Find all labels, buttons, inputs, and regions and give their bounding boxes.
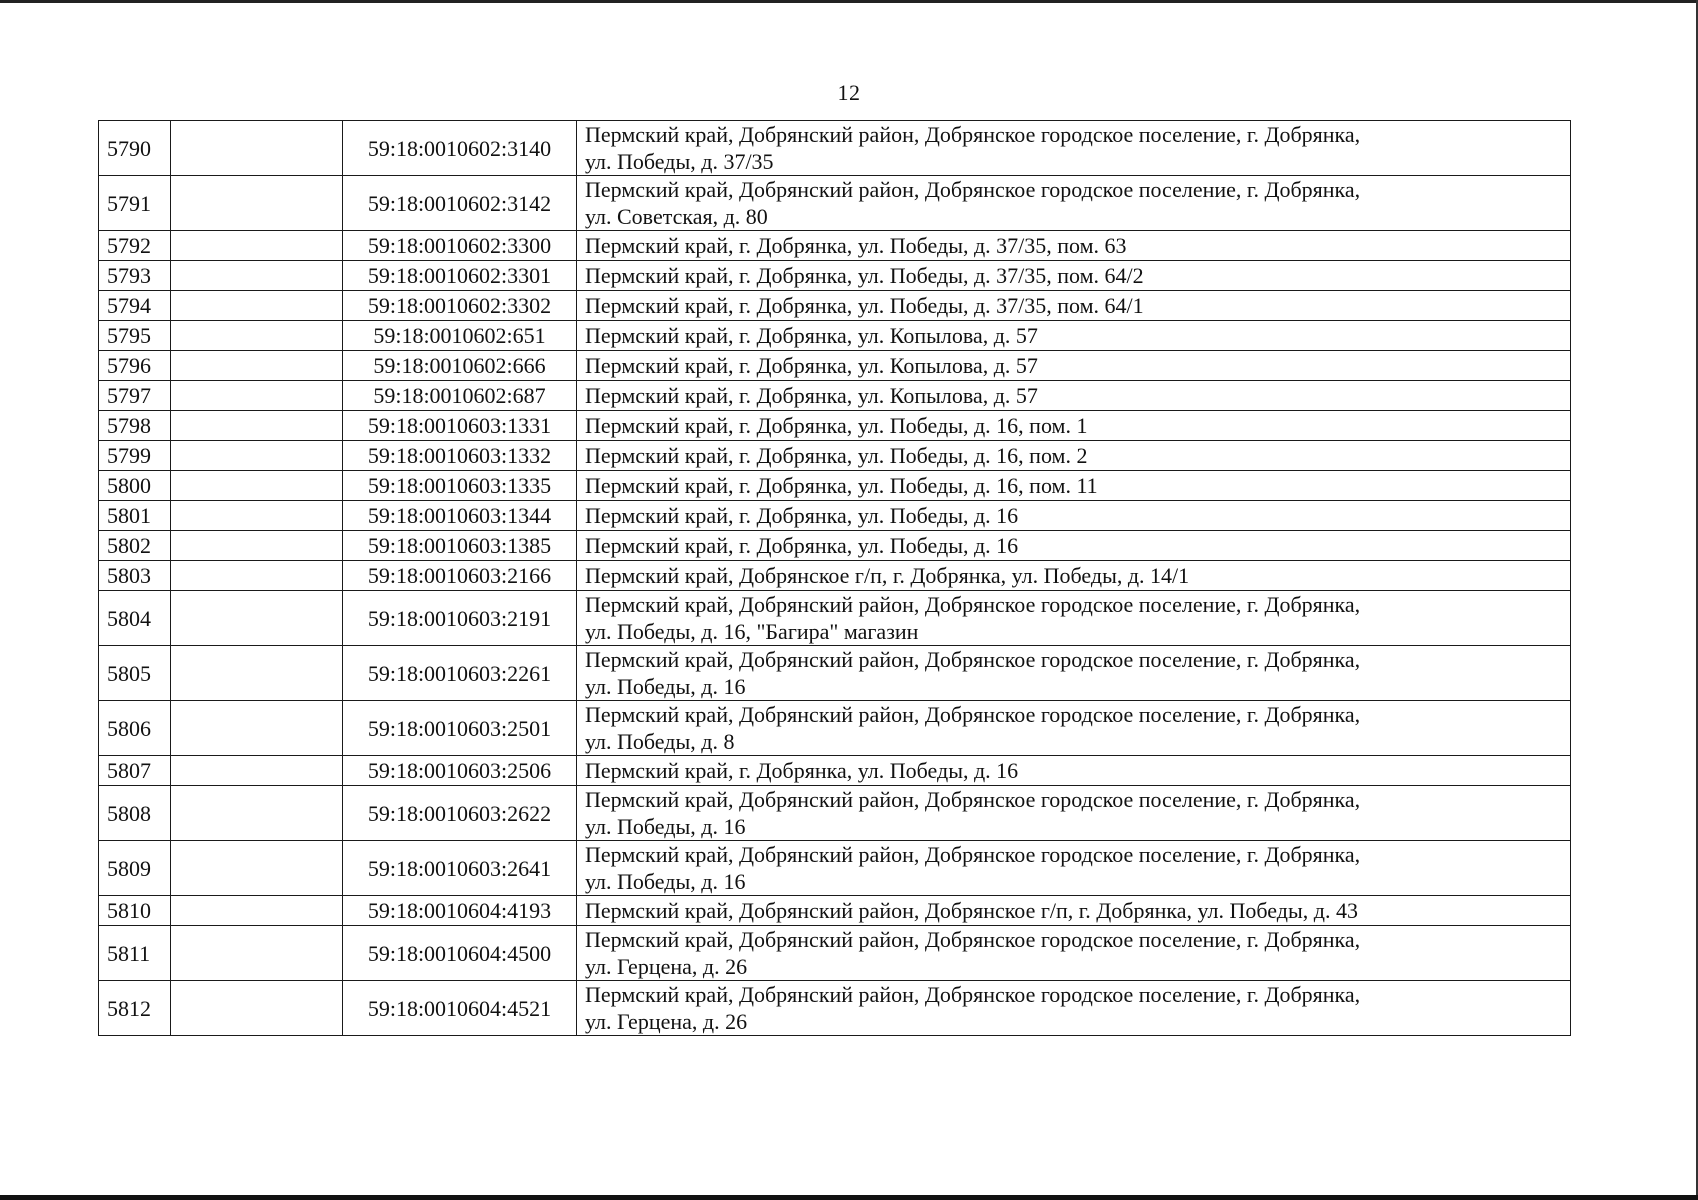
row-number-cell: 5802 bbox=[99, 531, 171, 561]
empty-cell bbox=[171, 441, 343, 471]
address-line: ул. Герцена, д. 26 bbox=[585, 954, 748, 979]
empty-cell bbox=[171, 646, 343, 701]
table-row bbox=[99, 501, 1571, 531]
table-row bbox=[99, 471, 1571, 501]
address-cell bbox=[577, 701, 1571, 756]
row-number-cell: 5799 bbox=[99, 441, 171, 471]
row-number-cell: 5797 bbox=[99, 381, 171, 411]
cadastral-number-cell: 59:18:0010604:4193 bbox=[343, 896, 577, 926]
address-line: Пермский край, Добрянский район, Добрянское городское поселение, г. Добрянка, bbox=[585, 982, 1361, 1007]
address-cell bbox=[577, 381, 1571, 411]
address-line: Пермский край, г. Добрянка, ул. Победы, д. 37/35, пом. 64/2 bbox=[585, 263, 1144, 288]
cadastral-number-cell: 59:18:0010602:3301 bbox=[343, 261, 577, 291]
address-line: Пермский край, г. Добрянка, ул. Победы, д. 16 bbox=[585, 533, 1019, 558]
empty-cell bbox=[171, 411, 343, 441]
address-line: ул. Победы, д. 37/35 bbox=[585, 149, 774, 174]
address-line: ул. Герцена, д. 26 bbox=[585, 1009, 748, 1034]
address-cell bbox=[577, 981, 1571, 1036]
address-line: Пермский край, Добрянский район, Добрянское городское поселение, г. Добрянка, bbox=[585, 647, 1361, 672]
row-number-cell: 5793 bbox=[99, 261, 171, 291]
table-row bbox=[99, 646, 1571, 701]
address-line: Пермский край, г. Добрянка, ул. Победы, д. 37/35, пом. 64/1 bbox=[585, 293, 1144, 318]
address-cell bbox=[577, 321, 1571, 351]
table-row bbox=[99, 591, 1571, 646]
address-line: Пермский край, Добрянское г/п, г. Добрянка, ул. Победы, д. 14/1 bbox=[585, 563, 1190, 588]
cadastral-number-cell: 59:18:0010604:4521 bbox=[343, 981, 577, 1036]
table-row bbox=[99, 441, 1571, 471]
address-cell bbox=[577, 501, 1571, 531]
table-row bbox=[99, 981, 1571, 1036]
empty-cell bbox=[171, 261, 343, 291]
cadastral-number-cell: 59:18:0010603:2166 bbox=[343, 561, 577, 591]
address-line: Пермский край, г. Добрянка, ул. Победы, д. 16 bbox=[585, 503, 1019, 528]
address-line: Пермский край, г. Добрянка, ул. Победы, д. 16, пом. 2 bbox=[585, 443, 1088, 468]
address-cell bbox=[577, 786, 1571, 841]
row-number-cell: 5801 bbox=[99, 501, 171, 531]
empty-cell bbox=[171, 351, 343, 381]
empty-cell bbox=[171, 786, 343, 841]
row-number-cell: 5807 bbox=[99, 756, 171, 786]
empty-cell bbox=[171, 231, 343, 261]
row-number-cell: 5809 bbox=[99, 841, 171, 896]
address-cell bbox=[577, 531, 1571, 561]
address-cell bbox=[577, 291, 1571, 321]
empty-cell bbox=[171, 756, 343, 786]
row-number-cell: 5800 bbox=[99, 471, 171, 501]
address-cell bbox=[577, 121, 1571, 176]
empty-cell bbox=[171, 176, 343, 231]
address-cell bbox=[577, 896, 1571, 926]
row-number-cell: 5794 bbox=[99, 291, 171, 321]
address-cell bbox=[577, 756, 1571, 786]
cadastral-number-cell: 59:18:0010604:4500 bbox=[343, 926, 577, 981]
row-number-cell: 5795 bbox=[99, 321, 171, 351]
empty-cell bbox=[171, 701, 343, 756]
table-row bbox=[99, 561, 1571, 591]
table-row bbox=[99, 531, 1571, 561]
row-number-cell: 5796 bbox=[99, 351, 171, 381]
empty-cell bbox=[171, 841, 343, 896]
row-number-cell: 5810 bbox=[99, 896, 171, 926]
cadastral-number-cell: 59:18:0010603:2261 bbox=[343, 646, 577, 701]
property-registry-table bbox=[98, 120, 1571, 1036]
address-line: Пермский край, г. Добрянка, ул. Победы, д. 16, пом. 11 bbox=[585, 473, 1098, 498]
empty-cell bbox=[171, 501, 343, 531]
row-number-cell: 5808 bbox=[99, 786, 171, 841]
empty-cell bbox=[171, 591, 343, 646]
address-cell bbox=[577, 591, 1571, 646]
row-number-cell: 5804 bbox=[99, 591, 171, 646]
cadastral-number-cell: 59:18:0010603:1332 bbox=[343, 441, 577, 471]
cadastral-number-cell: 59:18:0010602:3302 bbox=[343, 291, 577, 321]
cadastral-number-cell: 59:18:0010603:1385 bbox=[343, 531, 577, 561]
address-line: Пермский край, г. Добрянка, ул. Победы, д. 16 bbox=[585, 758, 1019, 783]
address-line: Пермский край, Добрянский район, Добрянское городское поселение, г. Добрянка, bbox=[585, 787, 1361, 812]
empty-cell bbox=[171, 471, 343, 501]
empty-cell bbox=[171, 381, 343, 411]
address-line: Пермский край, г. Добрянка, ул. Победы, д. 16, пом. 1 bbox=[585, 413, 1088, 438]
address-line: ул. Победы, д. 8 bbox=[585, 729, 735, 754]
table-row bbox=[99, 411, 1571, 441]
page-top-edge bbox=[0, 0, 1698, 3]
cadastral-number-cell: 59:18:0010602:3142 bbox=[343, 176, 577, 231]
cadastral-number-cell: 59:18:0010603:2506 bbox=[343, 756, 577, 786]
page-bottom-edge bbox=[0, 1195, 1698, 1200]
table-row bbox=[99, 351, 1571, 381]
cadastral-number-cell: 59:18:0010602:666 bbox=[343, 351, 577, 381]
address-line: Пермский край, Добрянский район, Добрянское г/п, г. Добрянка, ул. Победы, д. 43 bbox=[585, 898, 1358, 923]
table-row bbox=[99, 896, 1571, 926]
address-line: Пермский край, г. Добрянка, ул. Победы, д. 37/35, пом. 63 bbox=[585, 233, 1127, 258]
cadastral-number-cell: 59:18:0010603:2191 bbox=[343, 591, 577, 646]
cadastral-number-cell: 59:18:0010603:1344 bbox=[343, 501, 577, 531]
table-row bbox=[99, 176, 1571, 231]
table-row bbox=[99, 381, 1571, 411]
address-line: Пермский край, Добрянский район, Добрянское городское поселение, г. Добрянка, bbox=[585, 122, 1361, 147]
page-number: 12 bbox=[837, 80, 861, 105]
row-number-cell: 5792 bbox=[99, 231, 171, 261]
table-row bbox=[99, 121, 1571, 176]
cadastral-number-cell: 59:18:0010603:2622 bbox=[343, 786, 577, 841]
table-row bbox=[99, 321, 1571, 351]
empty-cell bbox=[171, 291, 343, 321]
table-row bbox=[99, 701, 1571, 756]
row-number-cell: 5803 bbox=[99, 561, 171, 591]
address-line: Пермский край, г. Добрянка, ул. Копылова, д. 57 bbox=[585, 383, 1038, 408]
address-cell bbox=[577, 926, 1571, 981]
address-cell bbox=[577, 561, 1571, 591]
table-row bbox=[99, 756, 1571, 786]
row-number-cell: 5805 bbox=[99, 646, 171, 701]
table-row bbox=[99, 926, 1571, 981]
table-row bbox=[99, 231, 1571, 261]
address-line: Пермский край, г. Добрянка, ул. Копылова, д. 57 bbox=[585, 353, 1038, 378]
cadastral-number-cell: 59:18:0010602:3300 bbox=[343, 231, 577, 261]
table-row bbox=[99, 841, 1571, 896]
address-cell bbox=[577, 231, 1571, 261]
row-number-cell: 5812 bbox=[99, 981, 171, 1036]
cadastral-number-cell: 59:18:0010602:651 bbox=[343, 321, 577, 351]
table-row bbox=[99, 261, 1571, 291]
address-cell bbox=[577, 441, 1571, 471]
row-number-cell: 5798 bbox=[99, 411, 171, 441]
row-number-cell: 5790 bbox=[99, 121, 171, 176]
address-cell bbox=[577, 471, 1571, 501]
address-line: ул. Победы, д. 16 bbox=[585, 674, 746, 699]
row-number-cell: 5791 bbox=[99, 176, 171, 231]
address-cell bbox=[577, 351, 1571, 381]
empty-cell bbox=[171, 121, 343, 176]
table-row bbox=[99, 786, 1571, 841]
address-line: Пермский край, Добрянский район, Добрянское городское поселение, г. Добрянка, bbox=[585, 592, 1361, 617]
address-cell bbox=[577, 261, 1571, 291]
address-line: Пермский край, Добрянский район, Добрянское городское поселение, г. Добрянка, bbox=[585, 702, 1361, 727]
empty-cell bbox=[171, 926, 343, 981]
cadastral-number-cell: 59:18:0010602:687 bbox=[343, 381, 577, 411]
empty-cell bbox=[171, 561, 343, 591]
empty-cell bbox=[171, 321, 343, 351]
cadastral-number-cell: 59:18:0010603:2501 bbox=[343, 701, 577, 756]
empty-cell bbox=[171, 896, 343, 926]
address-cell bbox=[577, 176, 1571, 231]
registry-table-body bbox=[99, 121, 1571, 1036]
row-number-cell: 5806 bbox=[99, 701, 171, 756]
address-line: Пермский край, Добрянский район, Добрянское городское поселение, г. Добрянка, bbox=[585, 177, 1361, 202]
table-row bbox=[99, 291, 1571, 321]
empty-cell bbox=[171, 531, 343, 561]
address-line: ул. Победы, д. 16 bbox=[585, 814, 746, 839]
address-cell bbox=[577, 841, 1571, 896]
address-cell bbox=[577, 411, 1571, 441]
address-cell bbox=[577, 646, 1571, 701]
empty-cell bbox=[171, 981, 343, 1036]
address-line: ул. Победы, д. 16, "Багира" магазин bbox=[585, 619, 919, 644]
address-line: Пермский край, г. Добрянка, ул. Копылова, д. 57 bbox=[585, 323, 1038, 348]
address-line: Пермский край, Добрянский район, Добрянское городское поселение, г. Добрянка, bbox=[585, 927, 1361, 952]
address-line: Пермский край, Добрянский район, Добрянское городское поселение, г. Добрянка, bbox=[585, 842, 1361, 867]
cadastral-number-cell: 59:18:0010603:1335 bbox=[343, 471, 577, 501]
cadastral-number-cell: 59:18:0010602:3140 bbox=[343, 121, 577, 176]
cadastral-number-cell: 59:18:0010603:1331 bbox=[343, 411, 577, 441]
cadastral-number-cell: 59:18:0010603:2641 bbox=[343, 841, 577, 896]
address-line: ул. Советская, д. 80 bbox=[585, 204, 768, 229]
address-line: ул. Победы, д. 16 bbox=[585, 869, 746, 894]
row-number-cell: 5811 bbox=[99, 926, 171, 981]
